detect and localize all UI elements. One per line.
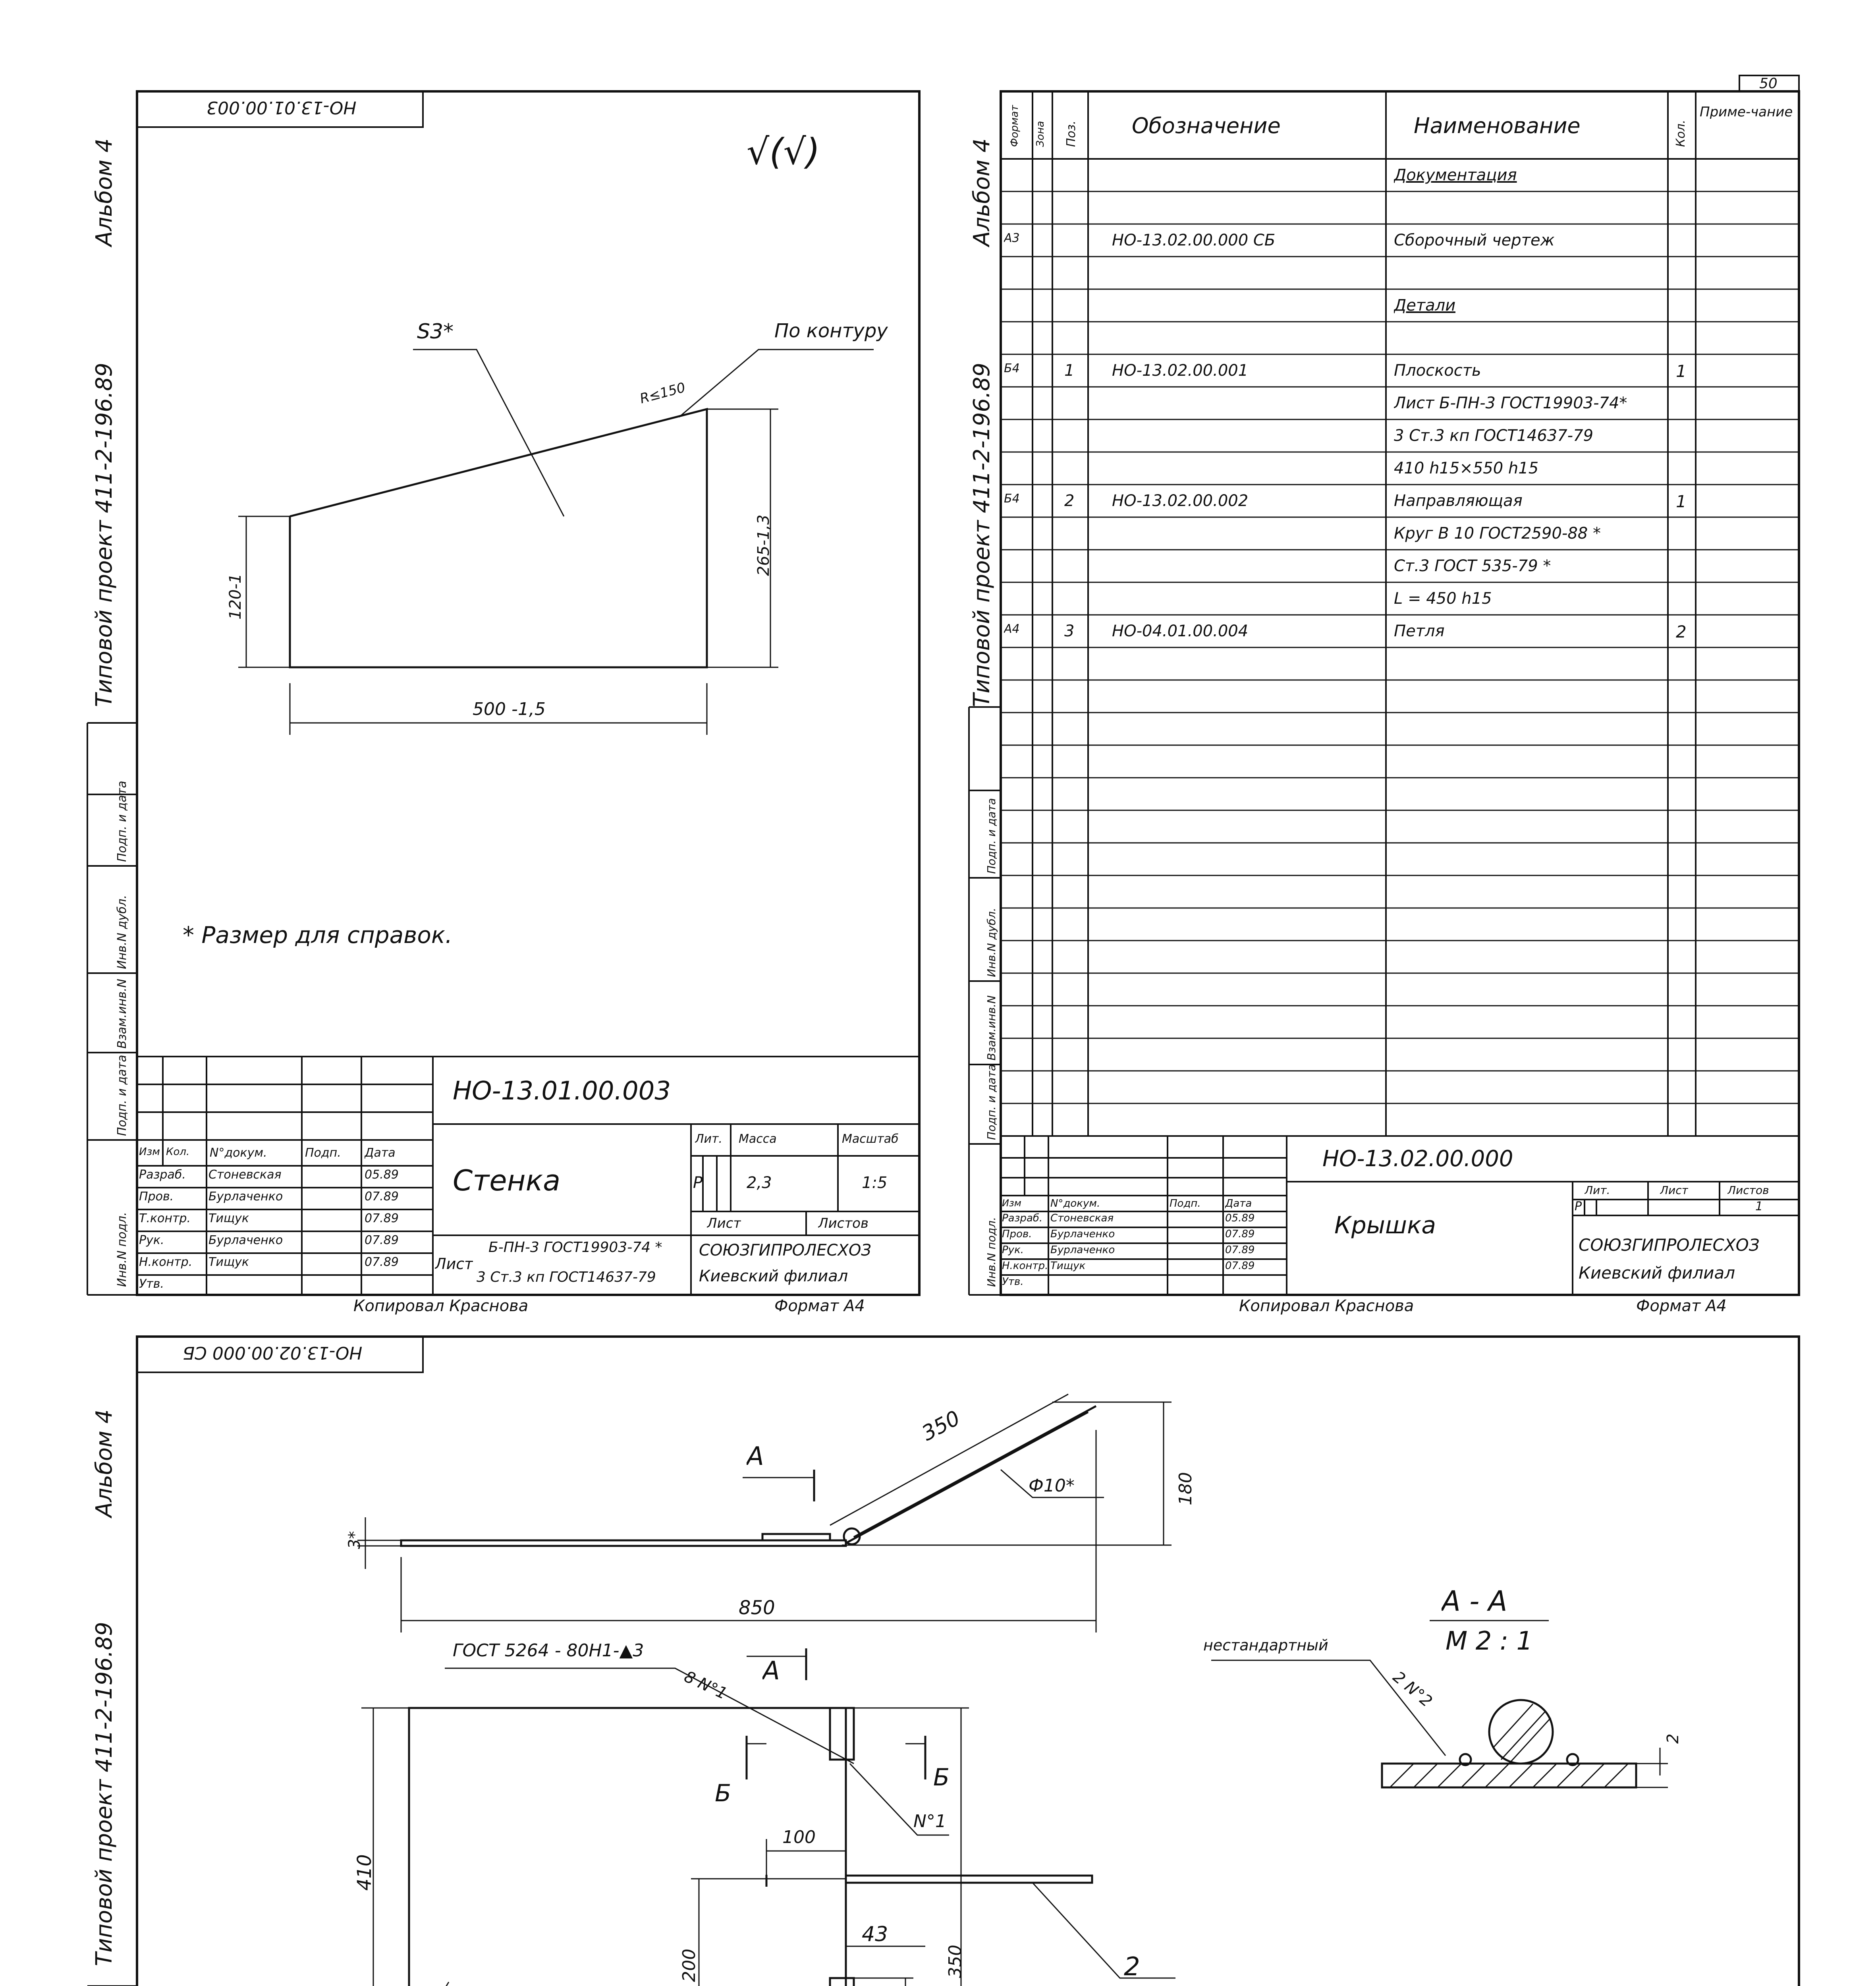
spec-cell-format: Б4 <box>1004 492 1020 506</box>
weld-n2: 2 N°2 <box>1389 1667 1436 1711</box>
spec-cell-pos: 3 <box>1064 622 1075 640</box>
radius-note: R≤150 <box>638 379 687 407</box>
stamp-s2-izm: Изм <box>1002 1198 1021 1209</box>
role-1-s1: Пров. <box>139 1190 174 1204</box>
name-3-s2: Бурлаченко <box>1050 1244 1115 1256</box>
spec-cell-name: 3 Ст.3 кп ГОСТ14637-79 <box>1394 427 1594 445</box>
dim-350-vertical: 350 <box>945 1945 965 1978</box>
spec-h-name: Наименование <box>1414 113 1581 138</box>
stamp-s1-org1: СОЮЗГИПРОЛЕСХОЗ <box>699 1241 871 1260</box>
date-1-s2: 07.89 <box>1225 1228 1255 1240</box>
page-number: 50 <box>1759 75 1778 92</box>
spec-cell-designation: НО-13.02.00.002 <box>1112 492 1249 510</box>
stamp-s2-sheets: 1 <box>1755 1200 1763 1213</box>
stamp-s2-sheets-h: Листов <box>1727 1184 1769 1197</box>
date-2-s1: 07.89 <box>365 1211 399 1225</box>
dim-200: 200 <box>679 1949 699 1982</box>
weld-n1: 8 N°1 <box>681 1667 730 1703</box>
stamp-s1-title: Стенка <box>453 1164 561 1197</box>
dim-d10: Ф10* <box>1029 1476 1075 1496</box>
name-1-s2: Бурлаченко <box>1050 1228 1115 1240</box>
dim-100: 100 <box>782 1827 816 1847</box>
mirror-code-s3: НО-13.02.00.000 СБ <box>183 1343 363 1363</box>
stamp-s1-code: НО-13.01.00.003 <box>453 1076 671 1106</box>
spec-cell-designation: НО-13.02.00.001 <box>1112 361 1249 380</box>
role-4-s1: Н.контр. <box>139 1255 193 1269</box>
copied-s1: Копировал Краснова <box>353 1297 529 1315</box>
aa-title: А - А <box>1442 1585 1507 1617</box>
spec-cell-name: Плоскость <box>1394 361 1481 380</box>
name-1-s1: Бурлаченко <box>208 1190 283 1204</box>
section-b-left: Б <box>715 1779 731 1807</box>
stamp-s1-mat-prefix: Лист <box>435 1255 473 1273</box>
format-s1: Формат А4 <box>774 1297 865 1315</box>
name-4-s1: Тищук <box>208 1255 249 1269</box>
stamp-s2-lit: Р <box>1575 1200 1582 1213</box>
section-a-mid: А <box>762 1656 780 1686</box>
spec-cell-qty: 1 <box>1676 361 1687 381</box>
section-a-top: А <box>747 1442 764 1471</box>
spec-cell-name: 410 h15×550 h15 <box>1394 459 1539 477</box>
spec-h-qty: Кол. <box>1674 120 1688 147</box>
role-4-s2: Н.контр. <box>1002 1260 1048 1272</box>
project-label-s2: Типовой проект 411-2-196.89 <box>969 363 995 707</box>
date-4-s2: 07.89 <box>1225 1260 1255 1272</box>
pos-n1: N°1 <box>913 1811 946 1831</box>
spec-cell-designation: НО-04.01.00.004 <box>1112 622 1249 640</box>
spec-cell-name: L = 450 h15 <box>1394 589 1492 608</box>
col-dubl-s1: Инв.N дубл. <box>115 895 129 969</box>
col-podp-data-s2: Подп. и дата <box>985 1064 998 1140</box>
spec-cell-pos: 1 <box>1064 361 1075 380</box>
col-vzam-s2: Взам.инв.N <box>985 995 998 1061</box>
name-3-s1: Бурлаченко <box>208 1233 283 1247</box>
weld-note: ГОСТ 5264 - 80Н1-▲3 <box>453 1640 644 1661</box>
col-inv-podl-s2: Инв.N подл. <box>985 1217 998 1287</box>
date-0-s1: 05.89 <box>365 1168 399 1182</box>
stamp-s2-podp: Подп. <box>1170 1198 1201 1209</box>
role-2-s1: Т.контр. <box>139 1211 191 1225</box>
col-vzam-s1: Взам.инв.N <box>115 979 129 1049</box>
col-inv-podl-s1: Инв.N подл. <box>115 1212 129 1287</box>
project-label-s1: Типовой проект 411-2-196.89 <box>91 363 117 707</box>
role-5-s1: Утв. <box>139 1277 164 1291</box>
stamp-s1-scale: 1:5 <box>862 1174 888 1192</box>
stamp-s2-org2: Киевский филиал <box>1579 1263 1735 1283</box>
spec-cell-name: Лист Б-ПН-3 ГОСТ19903-74* <box>1394 394 1627 412</box>
stamp-s2-sheet-h: Лист <box>1660 1184 1688 1197</box>
date-4-s1: 07.89 <box>365 1255 399 1269</box>
stamp-s2-title: Крышка <box>1334 1211 1436 1239</box>
spec-cell-name: Детали <box>1394 296 1456 315</box>
name-4-s2: Тищук <box>1050 1260 1086 1272</box>
album-label-s1: Альбом 4 <box>91 138 117 246</box>
project-label-s3: Типовой проект 411-2-196.89 <box>91 1622 117 1966</box>
roughness-symbol: √(√) <box>747 131 820 173</box>
col-podp2-s2: Подп. и дата <box>985 798 998 874</box>
spec-cell-name: Ст.3 ГОСТ 535-79 * <box>1394 557 1551 575</box>
role-3-s2: Рук. <box>1002 1244 1024 1256</box>
role-0-s1: Разраб. <box>139 1168 186 1182</box>
stamp-s2-lit-h: Лит. <box>1585 1184 1610 1197</box>
stamp-s1-mass: 2,3 <box>747 1174 772 1192</box>
nonstandard-note: нестандартный <box>1203 1636 1328 1654</box>
dim-350: 350 <box>918 1406 964 1446</box>
spec-cell-name: Направляющая <box>1394 492 1523 510</box>
section-b-right: Б <box>933 1764 950 1791</box>
stamp-s1-mat-2: 3 Ст.3 кп ГОСТ14637-79 <box>477 1269 656 1285</box>
album-label-s2: Альбом 4 <box>969 138 995 246</box>
stamp-s1-lit: Р <box>693 1174 703 1192</box>
role-1-s2: Пров. <box>1002 1228 1032 1240</box>
date-1-s1: 07.89 <box>365 1190 399 1204</box>
stamp-s1-sheets: Листов <box>818 1215 869 1231</box>
name-0-s2: Стоневская <box>1050 1212 1114 1224</box>
spec-cell-format: Б4 <box>1004 361 1020 375</box>
stamp-s2-data: Дата <box>1225 1198 1252 1209</box>
spec-h-format: Формат <box>1009 105 1021 147</box>
stamp-s1-izm: Изм <box>139 1146 160 1158</box>
dim-3: 3* <box>345 1531 364 1549</box>
date-3-s1: 07.89 <box>365 1233 399 1247</box>
stamp-s2-ndok: N°докум. <box>1050 1198 1100 1209</box>
stamp-s1-sheet: Лист <box>707 1215 741 1231</box>
mirror-code-s1: НО-13.01.00.003 <box>207 97 357 118</box>
col-podp2-s1: Подп. и дата <box>115 780 129 862</box>
spec-cell-qty: 2 <box>1676 622 1687 641</box>
contour-note: По контуру <box>774 320 888 342</box>
role-3-s1: Рук. <box>139 1233 164 1247</box>
dim-180: 180 <box>1175 1472 1196 1505</box>
spec-cell-format: А4 <box>1004 622 1020 636</box>
name-0-s1: Стоневская <box>208 1168 282 1182</box>
stamp-s2-code: НО-13.02.00.000 <box>1322 1146 1513 1172</box>
note-reference-s1: * Размер для справок. <box>183 922 453 949</box>
spec-cell-designation: НО-13.02.00.000 СБ <box>1112 231 1276 249</box>
album-label-s3: Альбом 4 <box>91 1409 117 1517</box>
spec-cell-name: Круг В 10 ГОСТ2590-88 * <box>1394 524 1601 543</box>
date-3-s2: 07.89 <box>1225 1244 1255 1256</box>
aa-scale: М 2 : 1 <box>1446 1627 1533 1656</box>
dim-width: 500 -1,5 <box>473 699 546 719</box>
spec-cell-qty: 1 <box>1676 492 1687 511</box>
dim-43: 43 <box>862 1922 888 1946</box>
col-dubl-s2: Инв.N дубл. <box>985 908 998 977</box>
spec-cell-name: Петля <box>1394 622 1445 640</box>
dim-410: 410 <box>353 1854 376 1891</box>
copied-s2: Копировал Краснова <box>1239 1297 1414 1315</box>
col-podp-data-s1: Подп. и дата <box>115 1055 129 1136</box>
spec-cell-format: А3 <box>1004 231 1020 245</box>
spec-cell-pos: 2 <box>1064 492 1075 510</box>
stamp-s2-org1: СОЮЗГИПРОЛЕСХОЗ <box>1579 1235 1760 1255</box>
stamp-s1-scale-h: Масштаб <box>842 1132 899 1146</box>
role-5-s2: Утв. <box>1002 1276 1024 1288</box>
dim-height-right: 265-1,3 <box>755 514 773 576</box>
leader-s3: S3* <box>417 320 454 344</box>
pos-2: 2 <box>1124 1952 1140 1982</box>
stamp-s1-lit-h: Лит. <box>695 1132 723 1146</box>
spec-cell-name: Сборочный чертеж <box>1394 231 1555 249</box>
name-2-s1: Тищук <box>208 1211 249 1225</box>
stamp-s1-org2: Киевский филиал <box>699 1267 848 1285</box>
dim-height-left: 120-1 <box>226 573 245 620</box>
format-s2: Формат А4 <box>1636 1297 1727 1315</box>
stamp-s1-kol: Кол. <box>166 1146 190 1158</box>
stamp-s1-mass-h: Масса <box>739 1132 777 1146</box>
spec-h-designation: Обозначение <box>1132 113 1281 138</box>
role-0-s2: Разраб. <box>1002 1212 1043 1224</box>
spec-cell-name: Документация <box>1394 166 1517 184</box>
spec-h-pos: Поз. <box>1064 120 1078 147</box>
stamp-s1-ndok: N°докум. <box>210 1146 267 1160</box>
dim-2: 2 <box>1664 1733 1682 1744</box>
stamp-s1-data: Дата <box>365 1146 396 1160</box>
date-0-s2: 05.89 <box>1225 1212 1255 1224</box>
stamp-s1-podp: Подп. <box>305 1146 341 1160</box>
stamp-s1-mat-1: Б-ПН-3 ГОСТ19903-74 * <box>488 1239 662 1256</box>
spec-h-note: Приме-чание <box>1700 105 1793 119</box>
spec-h-zone: Зона <box>1035 121 1046 147</box>
dim-850: 850 <box>739 1597 775 1619</box>
